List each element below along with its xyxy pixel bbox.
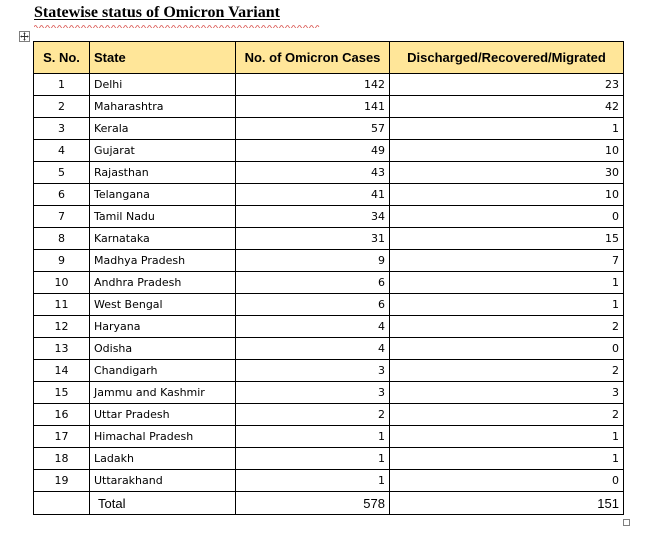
table-row <box>34 470 624 492</box>
discharged-cell: 30 <box>390 162 624 184</box>
table-row <box>34 184 624 206</box>
table-row <box>34 272 624 294</box>
discharged-cell: 15 <box>390 228 624 250</box>
cases-cell: 142 <box>236 74 390 96</box>
state-cell: Jammu and Kashmir <box>90 382 236 404</box>
header-sno: S. No. <box>34 42 90 74</box>
table-row <box>34 206 624 228</box>
sno-cell: 5 <box>34 162 90 184</box>
cases-cell: 9 <box>236 250 390 272</box>
state-cell: Madhya Pradesh <box>90 250 236 272</box>
state-cell: Ladakh <box>90 448 236 470</box>
cases-cell: 141 <box>236 96 390 118</box>
document-title: Statewise status of Omicron Variant <box>34 4 280 21</box>
cases-cell: 4 <box>236 338 390 360</box>
state-cell: Uttarakhand <box>90 470 236 492</box>
state-cell: Gujarat <box>90 140 236 162</box>
discharged-cell: 2 <box>390 316 624 338</box>
header-omicron-cases: No. of Omicron Cases <box>236 42 390 74</box>
discharged-cell: 0 <box>390 338 624 360</box>
cases-cell: 1 <box>236 470 390 492</box>
state-cell: Odisha <box>90 338 236 360</box>
sno-cell: 2 <box>34 96 90 118</box>
cases-cell: 43 <box>236 162 390 184</box>
cases-cell: 1 <box>236 448 390 470</box>
table-row <box>34 118 624 140</box>
discharged-cell: 2 <box>390 404 624 426</box>
total-cases: 578 <box>236 492 390 515</box>
sno-cell: 19 <box>34 470 90 492</box>
state-cell: Delhi <box>90 74 236 96</box>
table-row <box>34 382 624 404</box>
sno-cell: 16 <box>34 404 90 426</box>
header-discharged: Discharged/Recovered/Migrated <box>390 42 624 74</box>
discharged-cell: 0 <box>390 470 624 492</box>
header-state: State <box>90 42 236 74</box>
table-row <box>34 250 624 272</box>
table-body <box>34 74 624 492</box>
state-cell: Chandigarh <box>90 360 236 382</box>
sno-cell: 11 <box>34 294 90 316</box>
state-cell: Andhra Pradesh <box>90 272 236 294</box>
state-cell: Rajasthan <box>90 162 236 184</box>
discharged-cell: 42 <box>390 96 624 118</box>
sno-cell: 12 <box>34 316 90 338</box>
state-cell: Kerala <box>90 118 236 140</box>
sno-cell: 8 <box>34 228 90 250</box>
discharged-cell: 1 <box>390 448 624 470</box>
cases-cell: 31 <box>236 228 390 250</box>
total-discharged: 151 <box>390 492 624 515</box>
state-cell: Haryana <box>90 316 236 338</box>
table-row <box>34 448 624 470</box>
state-cell: Telangana <box>90 184 236 206</box>
cases-cell: 2 <box>236 404 390 426</box>
table-row <box>34 426 624 448</box>
table-row <box>34 140 624 162</box>
discharged-cell: 7 <box>390 250 624 272</box>
table-row <box>34 338 624 360</box>
state-cell: West Bengal <box>90 294 236 316</box>
sno-cell: 18 <box>34 448 90 470</box>
cases-cell: 6 <box>236 272 390 294</box>
cases-cell: 49 <box>236 140 390 162</box>
cases-cell: 4 <box>236 316 390 338</box>
discharged-cell: 10 <box>390 140 624 162</box>
sno-cell: 13 <box>34 338 90 360</box>
total-row <box>34 492 624 515</box>
discharged-cell: 10 <box>390 184 624 206</box>
state-cell: Karnataka <box>90 228 236 250</box>
sno-cell: 10 <box>34 272 90 294</box>
table-move-handle-icon[interactable] <box>19 31 30 42</box>
state-cell: Maharashtra <box>90 96 236 118</box>
table-row <box>34 96 624 118</box>
cases-cell: 34 <box>236 206 390 228</box>
discharged-cell: 1 <box>390 426 624 448</box>
state-cell: Tamil Nadu <box>90 206 236 228</box>
table-row <box>34 294 624 316</box>
sno-cell: 4 <box>34 140 90 162</box>
spellcheck-squiggle <box>34 24 320 28</box>
discharged-cell: 2 <box>390 360 624 382</box>
total-label: Total <box>90 492 236 515</box>
cases-cell: 57 <box>236 118 390 140</box>
discharged-cell: 3 <box>390 382 624 404</box>
sno-cell: 14 <box>34 360 90 382</box>
cases-cell: 3 <box>236 382 390 404</box>
discharged-cell: 1 <box>390 118 624 140</box>
table-row <box>34 404 624 426</box>
discharged-cell: 0 <box>390 206 624 228</box>
cases-cell: 6 <box>236 294 390 316</box>
discharged-cell: 1 <box>390 294 624 316</box>
cases-cell: 1 <box>236 426 390 448</box>
table-row <box>34 360 624 382</box>
total-sno-cell <box>34 492 90 515</box>
discharged-cell: 1 <box>390 272 624 294</box>
table-resize-handle-icon[interactable] <box>623 519 630 526</box>
table-header-row <box>34 42 624 74</box>
sno-cell: 3 <box>34 118 90 140</box>
sno-cell: 7 <box>34 206 90 228</box>
sno-cell: 1 <box>34 74 90 96</box>
cases-cell: 41 <box>236 184 390 206</box>
table-row <box>34 74 624 96</box>
discharged-cell: 23 <box>390 74 624 96</box>
state-cell: Uttar Pradesh <box>90 404 236 426</box>
table-row <box>34 162 624 184</box>
cases-cell: 3 <box>236 360 390 382</box>
sno-cell: 6 <box>34 184 90 206</box>
omicron-status-table <box>33 41 624 515</box>
state-cell: Himachal Pradesh <box>90 426 236 448</box>
table-row <box>34 316 624 338</box>
table-row <box>34 228 624 250</box>
sno-cell: 15 <box>34 382 90 404</box>
sno-cell: 9 <box>34 250 90 272</box>
sno-cell: 17 <box>34 426 90 448</box>
